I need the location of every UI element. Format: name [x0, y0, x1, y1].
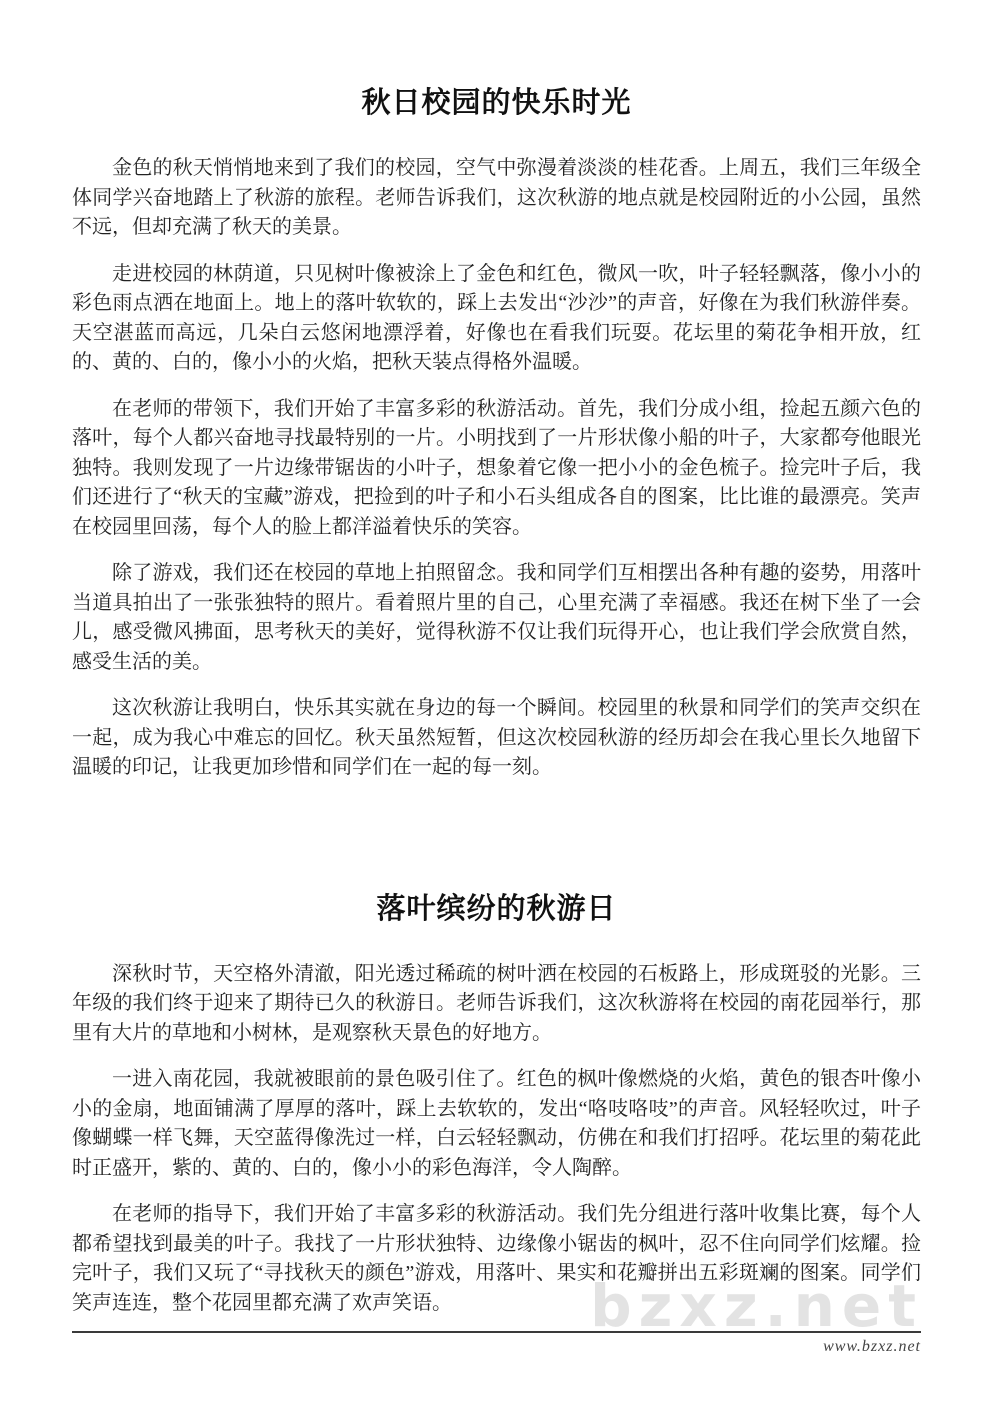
essay-1 [72, 85, 921, 783]
essay-2-paragraph: 一进入南花园，我就被眼前的景色吸引住了。红色的枫叶像燃烧的火焰，黄色的银杏叶像小小的金扇，地面铺满了厚厚的落叶，踩上去软软的，发出“咯吱咯吱”的声音。风轻轻吹过，叶子像蝴蝶一样飞舞，天空蓝得像洗过一样，白云轻轻飘动，仿佛在和我们打招呼。花坛里的菊花此时正盛开，紫的、黄的、白的，像小小的彩色海洋，令人陶醉。 [72, 1068, 921, 1179]
essay-1-paragraph: 金色的秋天悄悄地来到了我们的校园，空气中弥漫着淡淡的桂花香。上周五，我们三年级全体同学兴奋地踏上了秋游的旅程。老师告诉我们，这次秋游的地点就是校园附近的小公园，虽然不远，但却充满了秋天的美景。 [72, 157, 921, 238]
essay-1-paragraph: 除了游戏，我们还在校园的草地上拍照留念。我和同学们互相摆出各种有趣的姿势，用落叶当道具拍出了一张张独特的照片。看着照片里的自己，心里充满了幸福感。我还在树下坐了一会儿，感受微风拂面，思考秋天的美好，觉得秋游不仅让我们玩得开心，也让我们学会欣赏自然，感受生活的美。 [72, 562, 921, 673]
footer-url: www.bzxz.net [823, 1338, 921, 1355]
essay-1-paragraph: 走进校园的林荫道，只见树叶像被涂上了金色和红色，微风一吹，叶子轻轻飘落，像小小的彩色雨点洒在地面上。地上的落叶软软的，踩上去发出“沙沙”的声音，好像在为我们秋游伴奏。天空湛蓝而高远，几朵白云悠闲地漂浮着，好像也在看我们玩耍。花坛里的菊花争相开放，红的、黄的、白的，像小小的火焰，把秋天装点得格外温暖。 [72, 262, 921, 373]
essay-1-title: 秋日校园的快乐时光 [361, 87, 632, 119]
site-watermark: bzxz.net [590, 1272, 923, 1340]
essay-2 [72, 891, 921, 1319]
essay-2-title: 落叶缤纷的秋游日 [376, 892, 617, 925]
essay-2-paragraph: 深秋时节，天空格外清澈，阳光透过稀疏的树叶洒在校园的石板路上，形成斑驳的光影。三年级的我们终于迎来了期待已久的秋游日。老师告诉我们，这次秋游将在校园的南花园举行，那里有大片的草地和小树林，是观察秋天景色的好地方。 [72, 962, 921, 1044]
footer-divider [72, 1331, 921, 1333]
essay-1-paragraph: 这次秋游让我明白，快乐其实就在身边的每一个瞬间。校园里的秋景和同学们的笑声交织在一起，成为我心中难忘的回忆。秋天虽然短暂，但这次校园秋游的经历却会在我心里长久地留下温暖的印记，让我更加珍惜和同学们在一起的每一刻。 [72, 697, 921, 778]
essay-2-paragraph: 在老师的指导下，我们开始了丰富多彩的秋游活动。我们先分组进行落叶收集比赛，每个人都希望找到最美的叶子。我找了一片形状独特、边缘像小锯齿的枫叶，忍不住向同学们炫耀。捡完叶子，我们又玩了“寻找秋天的颜色”游戏，用落叶、果实和花瓣拼出五彩斑斓的图案。同学们笑声连连，整个花园里都充满了欢声笑语。 [72, 1203, 921, 1314]
essay-1-paragraph: 在老师的带领下，我们开始了丰富多彩的秋游活动。首先，我们分成小组，捡起五颜六色的落叶，每个人都兴奋地寻找最特别的一片。小明找到了一片形状像小船的叶子，大家都夸他眼光独特。我则发现了一片边缘带锯齿的小叶子，想象着它像一把小小的金色梳子。捡完叶子后，我们还进行了“秋天的宝藏”游戏，把捡到的叶子和小石头组成各自的图案，比比谁的最漂亮。笑声在校园里回荡，每个人的脸上都洋溢着快乐的笑容。 [72, 397, 921, 538]
